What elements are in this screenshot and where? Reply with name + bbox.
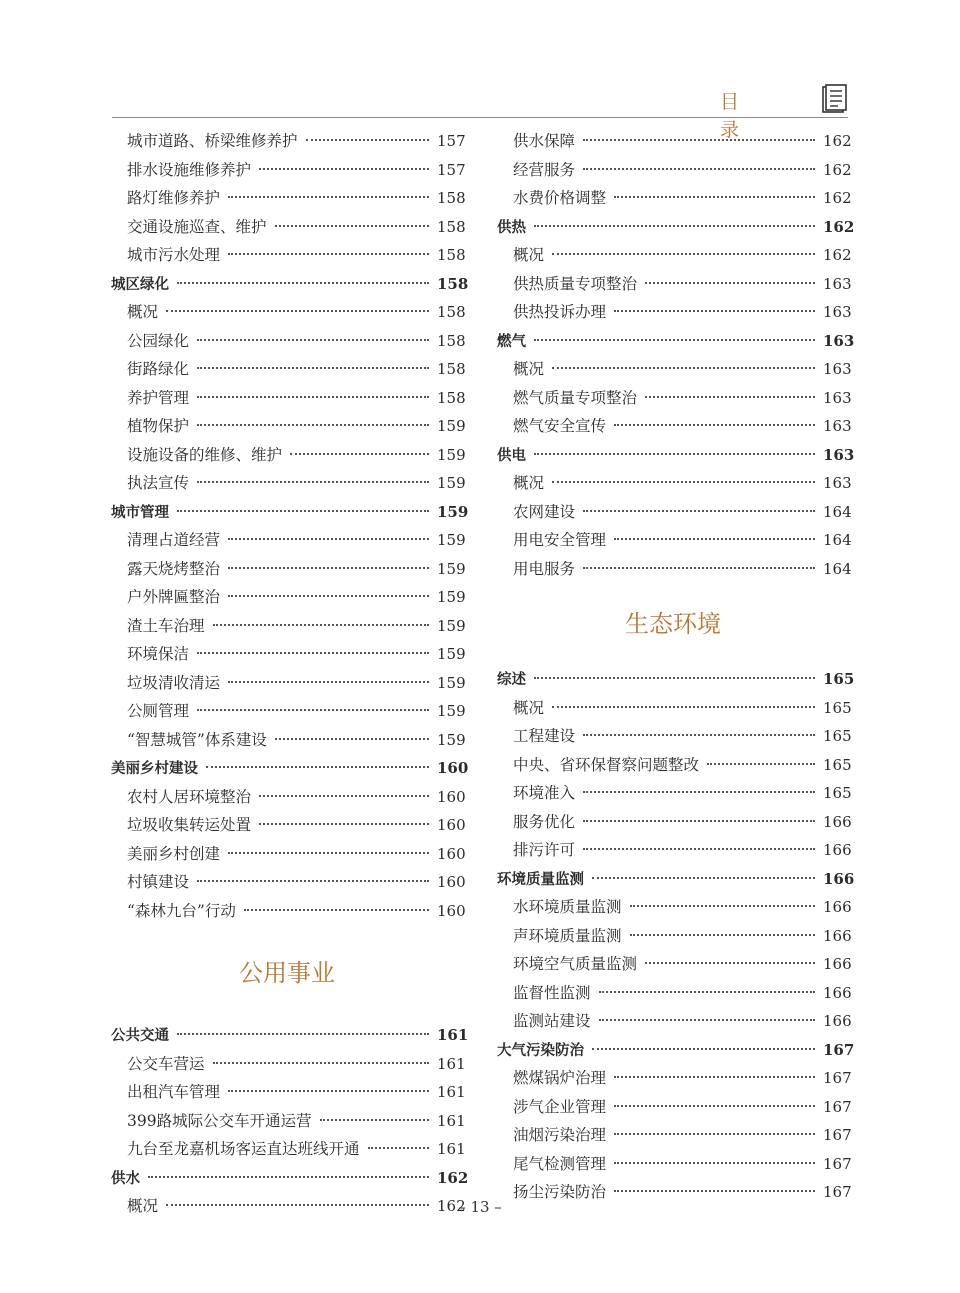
toc-entry-label: 声环境质量监测 xyxy=(513,926,622,945)
toc-entry[interactable] xyxy=(111,327,466,356)
toc-category-entry[interactable] xyxy=(497,327,855,356)
toc-entry[interactable] xyxy=(497,355,852,384)
dot-leader xyxy=(645,962,815,964)
dot-leader xyxy=(599,991,815,993)
toc-entry-page: 167 xyxy=(823,1183,852,1201)
toc-entry-page: 166 xyxy=(823,983,852,1002)
toc-entry-page: 163 xyxy=(823,303,852,321)
dot-leader xyxy=(614,424,815,426)
toc-entry[interactable] xyxy=(497,694,852,723)
dot-leader xyxy=(583,510,815,512)
dot-leader xyxy=(707,763,815,765)
toc-entry-label: 环境空气质量监测 xyxy=(513,955,638,973)
toc-entry-page: 165 xyxy=(823,784,852,802)
toc-entry-label: “智慧城管”体系建设 xyxy=(127,730,267,749)
toc-entry-page: 161 xyxy=(437,1083,466,1101)
toc-entry[interactable] xyxy=(497,469,852,498)
dot-leader xyxy=(148,1176,429,1178)
dot-leader xyxy=(177,282,429,284)
dot-leader xyxy=(197,339,429,341)
toc-entry-page: 166 xyxy=(823,926,852,945)
dot-leader xyxy=(228,1090,429,1092)
toc-entry-label: 概况 xyxy=(127,303,159,321)
dot-leader xyxy=(228,681,429,683)
dot-leader xyxy=(552,706,815,708)
toc-entry-label: 设施设备的维修、维护 xyxy=(127,445,283,464)
toc-entry-label: 供电 xyxy=(497,447,526,464)
dot-leader xyxy=(197,367,429,369)
toc-entry-page: 159 xyxy=(437,531,466,549)
toc-entry-label: 环境质量监测 xyxy=(497,871,584,888)
dot-leader xyxy=(583,567,815,569)
header-divider xyxy=(112,117,848,118)
toc-entry-page: 157 xyxy=(437,132,466,150)
book-icon xyxy=(822,84,848,114)
dot-leader xyxy=(228,253,429,255)
toc-entry-label: 九台至龙嘉机场客运直达班线开通 xyxy=(127,1140,360,1158)
dot-leader xyxy=(213,624,429,626)
toc-category-entry[interactable] xyxy=(497,441,855,470)
toc-entry[interactable] xyxy=(111,1107,466,1136)
dot-leader xyxy=(614,1162,815,1164)
dot-leader xyxy=(534,225,815,227)
toc-entry[interactable] xyxy=(497,498,852,527)
toc-entry-label: 监督性监测 xyxy=(513,983,591,1002)
toc-entry-page: 167 xyxy=(823,1097,852,1116)
toc-entry[interactable] xyxy=(111,384,466,413)
toc-entry-label: 监测站建设 xyxy=(513,1012,591,1030)
toc-entry-label: 城区绿化 xyxy=(111,276,169,293)
dot-leader xyxy=(206,766,429,768)
toc-entry-page: 161 xyxy=(437,1026,469,1044)
toc-entry-page: 157 xyxy=(437,160,466,179)
dot-leader xyxy=(259,795,429,797)
toc-entry-page: 159 xyxy=(437,559,466,578)
toc-entry-page: 166 xyxy=(823,812,852,831)
toc-entry[interactable] xyxy=(497,1064,852,1093)
toc-entry[interactable] xyxy=(497,1150,852,1179)
dot-leader xyxy=(614,1133,815,1135)
toc-entry[interactable] xyxy=(111,669,466,698)
toc-entry[interactable] xyxy=(497,184,852,213)
toc-entry-label: 概况 xyxy=(513,474,545,492)
dot-leader xyxy=(228,567,429,569)
dot-leader xyxy=(275,738,429,740)
toc-entry[interactable] xyxy=(111,127,466,156)
toc-entry-page: 159 xyxy=(437,474,466,492)
dot-leader xyxy=(534,453,815,455)
dot-leader xyxy=(592,1048,815,1050)
dot-leader xyxy=(259,823,429,825)
toc-entry[interactable] xyxy=(497,1093,852,1122)
toc-entry[interactable] xyxy=(111,526,466,555)
dot-leader xyxy=(583,734,815,736)
toc-entry[interactable] xyxy=(497,836,852,865)
toc-entry-page: 159 xyxy=(437,730,466,749)
toc-entry[interactable] xyxy=(497,722,852,751)
dot-leader xyxy=(645,282,815,284)
toc-entry-label: 农村人居环境整治 xyxy=(127,787,252,806)
toc-entry-page: 163 xyxy=(823,474,852,492)
toc-entry-label: 用电安全管理 xyxy=(513,531,607,549)
dot-leader xyxy=(166,310,429,312)
toc-entry[interactable] xyxy=(111,1078,466,1107)
toc-entry-label: 燃气质量专项整治 xyxy=(513,388,638,407)
toc-entry[interactable] xyxy=(111,412,466,441)
dot-leader xyxy=(534,677,815,679)
toc-entry-page: 167 xyxy=(823,1040,855,1059)
toc-category-entry[interactable] xyxy=(111,1021,469,1050)
toc-entry[interactable] xyxy=(497,979,852,1008)
toc-entry-page: 158 xyxy=(437,274,469,293)
toc-title: 目 录 xyxy=(720,91,758,141)
toc-entry-label: 垃圾收集转运处置 xyxy=(127,816,252,834)
toc-entry-label: 排水设施维修养护 xyxy=(127,160,252,179)
toc-entry-label: 尾气检测管理 xyxy=(513,1154,607,1173)
toc-entry-page: 159 xyxy=(437,588,466,606)
toc-entry[interactable] xyxy=(111,840,466,869)
dot-leader xyxy=(583,848,815,850)
dot-leader xyxy=(197,880,429,882)
dot-leader xyxy=(583,139,815,141)
toc-entry-label: 养护管理 xyxy=(127,388,190,407)
toc-entry-page: 158 xyxy=(437,246,466,264)
dot-leader xyxy=(614,1076,815,1078)
toc-entry-page: 161 xyxy=(437,1111,466,1130)
toc-entry-label: 公交车营运 xyxy=(127,1054,205,1073)
toc-entry-label: 清理占道经营 xyxy=(127,531,221,549)
toc-entry-label: 公共交通 xyxy=(111,1028,169,1044)
toc-entry[interactable] xyxy=(497,298,852,327)
toc-right-column xyxy=(497,127,855,1207)
dot-leader xyxy=(177,510,429,512)
toc-entry-page: 158 xyxy=(437,189,466,207)
dot-leader xyxy=(213,1062,429,1064)
toc-entry-page: 163 xyxy=(823,360,852,378)
toc-entry-page: 159 xyxy=(437,673,466,692)
dot-leader xyxy=(552,481,815,483)
toc-entry[interactable] xyxy=(497,779,852,808)
toc-entry-label: 公园绿化 xyxy=(127,331,190,350)
toc-entry-label: 环境准入 xyxy=(513,784,576,802)
dot-leader xyxy=(197,424,429,426)
toc-entry[interactable] xyxy=(497,412,852,441)
dot-leader xyxy=(244,909,429,911)
toc-entry[interactable] xyxy=(111,1135,466,1164)
toc-entry-page: 165 xyxy=(823,727,852,745)
toc-entry[interactable] xyxy=(111,697,466,726)
toc-entry[interactable] xyxy=(497,526,852,555)
toc-entry-label: 排污许可 xyxy=(513,841,576,859)
dot-leader xyxy=(552,253,815,255)
toc-entry-page: 163 xyxy=(823,274,852,293)
toc-entry-page: 165 xyxy=(823,755,852,774)
toc-entry[interactable] xyxy=(111,469,466,498)
toc-entry-label: 美丽乡村创建 xyxy=(127,844,221,863)
toc-entry-page: 158 xyxy=(437,303,466,321)
dot-leader xyxy=(197,481,429,483)
dot-leader xyxy=(368,1147,429,1149)
toc-entry[interactable] xyxy=(111,868,466,897)
toc-category-entry[interactable] xyxy=(111,754,469,783)
dot-leader xyxy=(614,310,815,312)
toc-entry-label: 用电服务 xyxy=(513,559,576,578)
toc-entry[interactable] xyxy=(111,213,466,242)
toc-entry[interactable] xyxy=(497,922,852,951)
toc-entry-label: 植物保护 xyxy=(127,417,190,435)
dot-leader xyxy=(630,934,815,936)
toc-category-entry[interactable] xyxy=(111,1164,469,1193)
toc-entry-page: 159 xyxy=(437,616,466,635)
toc-entry[interactable] xyxy=(497,127,852,156)
toc-entry[interactable] xyxy=(111,441,466,470)
toc-entry-label: 出租汽车管理 xyxy=(127,1083,221,1101)
toc-entry-label: 概况 xyxy=(127,1197,159,1215)
dot-leader xyxy=(583,820,815,822)
toc-entry[interactable] xyxy=(497,270,852,299)
toc-entry[interactable] xyxy=(497,384,852,413)
toc-entry-page: 160 xyxy=(437,787,466,806)
dot-leader xyxy=(275,225,429,227)
toc-entry-page: 165 xyxy=(823,670,855,688)
toc-entry-label: 供水 xyxy=(111,1170,140,1187)
toc-entry-label: 美丽乡村建设 xyxy=(111,761,198,777)
dot-leader xyxy=(614,1190,815,1192)
toc-entry-page: 162 xyxy=(823,160,852,179)
toc-entry-label: 供热 xyxy=(497,219,526,236)
toc-entry-page: 159 xyxy=(437,645,466,663)
dot-leader xyxy=(320,1119,429,1121)
toc-category-entry[interactable] xyxy=(497,213,855,242)
toc-entry[interactable] xyxy=(111,640,466,669)
toc-entry-page: 160 xyxy=(437,816,466,834)
toc-entry[interactable] xyxy=(497,555,852,584)
toc-entry-label: 综述 xyxy=(497,672,526,688)
toc-category-entry[interactable] xyxy=(111,498,469,527)
toc-entry-page: 166 xyxy=(823,1012,852,1030)
toc-entry[interactable] xyxy=(497,1007,852,1036)
toc-entry-label: 燃气安全宣传 xyxy=(513,417,607,435)
toc-entry-page: 164 xyxy=(823,531,852,549)
toc-entry-page: 160 xyxy=(437,873,466,891)
toc-entry-page: 163 xyxy=(823,331,855,350)
toc-entry[interactable] xyxy=(111,811,466,840)
toc-entry[interactable] xyxy=(497,241,852,270)
toc-entry-page: 167 xyxy=(823,1126,852,1144)
toc-entry-page: 162 xyxy=(437,1168,469,1187)
toc-entry-label: 农网建设 xyxy=(513,502,576,521)
toc-entry[interactable] xyxy=(111,555,466,584)
page-number: – 13 – xyxy=(458,1198,502,1216)
dot-leader xyxy=(614,538,815,540)
toc-entry[interactable] xyxy=(497,893,852,922)
toc-entry-page: 158 xyxy=(437,217,466,236)
toc-entry-page: 162 xyxy=(823,246,852,264)
toc-entry[interactable] xyxy=(111,298,466,327)
dot-leader xyxy=(583,791,815,793)
toc-entry-page: 160 xyxy=(437,901,466,920)
dot-leader xyxy=(290,453,429,455)
toc-entry-page: 159 xyxy=(437,702,466,720)
dot-leader xyxy=(228,538,429,540)
toc-entry-label: 经营服务 xyxy=(513,160,576,179)
toc-entry-page: 163 xyxy=(823,417,852,435)
toc-entry-label: 工程建设 xyxy=(513,727,576,745)
dot-leader xyxy=(645,396,815,398)
toc-entry-label: 供水保障 xyxy=(513,132,576,150)
toc-category-entry[interactable] xyxy=(497,865,855,894)
toc-entry-label: 油烟污染治理 xyxy=(513,1126,607,1144)
toc-entry-label: 路灯维修养护 xyxy=(127,189,221,207)
dot-leader xyxy=(552,367,815,369)
toc-entry-page: 158 xyxy=(437,388,466,407)
toc-entry-label: 城市污水处理 xyxy=(127,246,221,264)
toc-category-entry[interactable] xyxy=(111,270,469,299)
section-heading: 公用事业 xyxy=(239,959,335,987)
toc-entry-label: 户外牌匾整治 xyxy=(127,588,221,606)
dot-leader xyxy=(177,1033,429,1035)
toc-entry-label: “森林九台”行动 xyxy=(127,901,236,920)
toc-entry-label: 扬尘污染防治 xyxy=(513,1183,607,1201)
toc-entry[interactable] xyxy=(111,897,466,926)
dot-leader xyxy=(534,339,815,341)
toc-left-column xyxy=(111,127,469,1221)
toc-entry-page: 161 xyxy=(437,1054,466,1073)
dot-leader xyxy=(306,139,429,141)
dot-leader xyxy=(228,595,429,597)
dot-leader xyxy=(614,196,815,198)
toc-entry[interactable] xyxy=(497,751,852,780)
toc-entry-page: 162 xyxy=(823,217,855,236)
toc-entry-label: 街路绿化 xyxy=(127,360,190,378)
toc-entry[interactable] xyxy=(111,612,466,641)
toc-entry[interactable] xyxy=(497,1121,852,1150)
toc-entry-label: 中央、省环保督察问题整改 xyxy=(513,755,700,774)
toc-entry-page: 163 xyxy=(823,388,852,407)
dot-leader xyxy=(599,1019,815,1021)
toc-entry-label: 燃气 xyxy=(497,333,526,350)
toc-entry-label: 交通设施巡查、维护 xyxy=(127,217,267,236)
toc-entry[interactable] xyxy=(497,808,852,837)
dot-leader xyxy=(228,196,429,198)
toc-entry[interactable] xyxy=(497,950,852,979)
dot-leader xyxy=(197,396,429,398)
dot-leader xyxy=(228,852,429,854)
dot-leader xyxy=(197,652,429,654)
toc-entry[interactable] xyxy=(111,184,466,213)
toc-entry-label: 概况 xyxy=(513,246,545,264)
toc-entry[interactable] xyxy=(497,156,852,185)
toc-entry[interactable] xyxy=(111,1050,466,1079)
toc-entry[interactable] xyxy=(111,583,466,612)
toc-entry-label: 涉气企业管理 xyxy=(513,1097,607,1116)
toc-entry-page: 163 xyxy=(823,445,855,464)
toc-entry-page: 159 xyxy=(437,445,466,464)
toc-entry-label: 垃圾清收清运 xyxy=(127,673,221,692)
dot-leader xyxy=(592,877,815,879)
toc-entry-page: 165 xyxy=(823,698,852,717)
toc-entry-label: 村镇建设 xyxy=(127,873,190,891)
toc-entry[interactable] xyxy=(111,156,466,185)
toc-entry[interactable] xyxy=(111,241,466,270)
dot-leader xyxy=(259,168,429,170)
toc-entry-page: 159 xyxy=(437,417,466,435)
toc-entry-label: 水费价格调整 xyxy=(513,189,607,207)
toc-entry-label: 执法宣传 xyxy=(127,474,190,492)
toc-entry-page: 158 xyxy=(437,360,466,378)
toc-entry-label: 燃煤锅炉治理 xyxy=(513,1069,607,1087)
toc-entry-label: 供热投诉办理 xyxy=(513,303,607,321)
toc-entry-label: 大气污染防治 xyxy=(497,1042,584,1059)
toc-category-entry[interactable] xyxy=(497,665,855,694)
toc-entry[interactable] xyxy=(111,355,466,384)
toc-entry[interactable] xyxy=(111,783,466,812)
toc-entry-label: 公厕管理 xyxy=(127,702,190,720)
toc-entry-page: 166 xyxy=(823,869,855,888)
toc-entry-label: 城市道路、桥梁维修养护 xyxy=(127,132,298,150)
toc-entry-page: 166 xyxy=(823,955,852,973)
toc-entry-page: 159 xyxy=(437,502,469,521)
toc-entry-page: 167 xyxy=(823,1069,852,1087)
toc-entry-label: 渣土车治理 xyxy=(127,616,205,635)
toc-entry-page: 164 xyxy=(823,559,852,578)
dot-leader xyxy=(630,905,815,907)
toc-entry-page: 158 xyxy=(437,331,466,350)
dot-leader xyxy=(583,168,815,170)
toc-entry-label: 399路城际公交车开通运营 xyxy=(127,1111,312,1130)
toc-entry[interactable] xyxy=(111,726,466,755)
toc-entry-page: 161 xyxy=(437,1140,466,1158)
toc-entry-label: 环境保洁 xyxy=(127,645,190,663)
toc-entry-label: 服务优化 xyxy=(513,812,576,831)
toc-entry-page: 167 xyxy=(823,1154,852,1173)
toc-entry-label: 概况 xyxy=(513,698,545,717)
toc-entry-page: 162 xyxy=(823,132,852,150)
toc-entry-page: 160 xyxy=(437,759,469,777)
section-heading: 生态环境 xyxy=(625,610,721,638)
dot-leader xyxy=(197,709,429,711)
toc-entry-label: 概况 xyxy=(513,360,545,378)
toc-entry-page: 160 xyxy=(437,844,466,863)
toc-entry-page: 164 xyxy=(823,502,852,521)
toc-entry-label: 水环境质量监测 xyxy=(513,898,622,916)
toc-entry-label: 露天烧烤整治 xyxy=(127,559,221,578)
toc-entry-page: 162 xyxy=(823,189,852,207)
toc-entry-label: 供热质量专项整治 xyxy=(513,274,638,293)
toc-entry-label: 城市管理 xyxy=(111,504,169,521)
toc-entry-page: 162 xyxy=(437,1197,466,1215)
toc-entry-page: 166 xyxy=(823,841,852,859)
toc-category-entry[interactable] xyxy=(497,1036,855,1065)
dot-leader xyxy=(614,1105,815,1107)
toc-entry-page: 166 xyxy=(823,898,852,916)
